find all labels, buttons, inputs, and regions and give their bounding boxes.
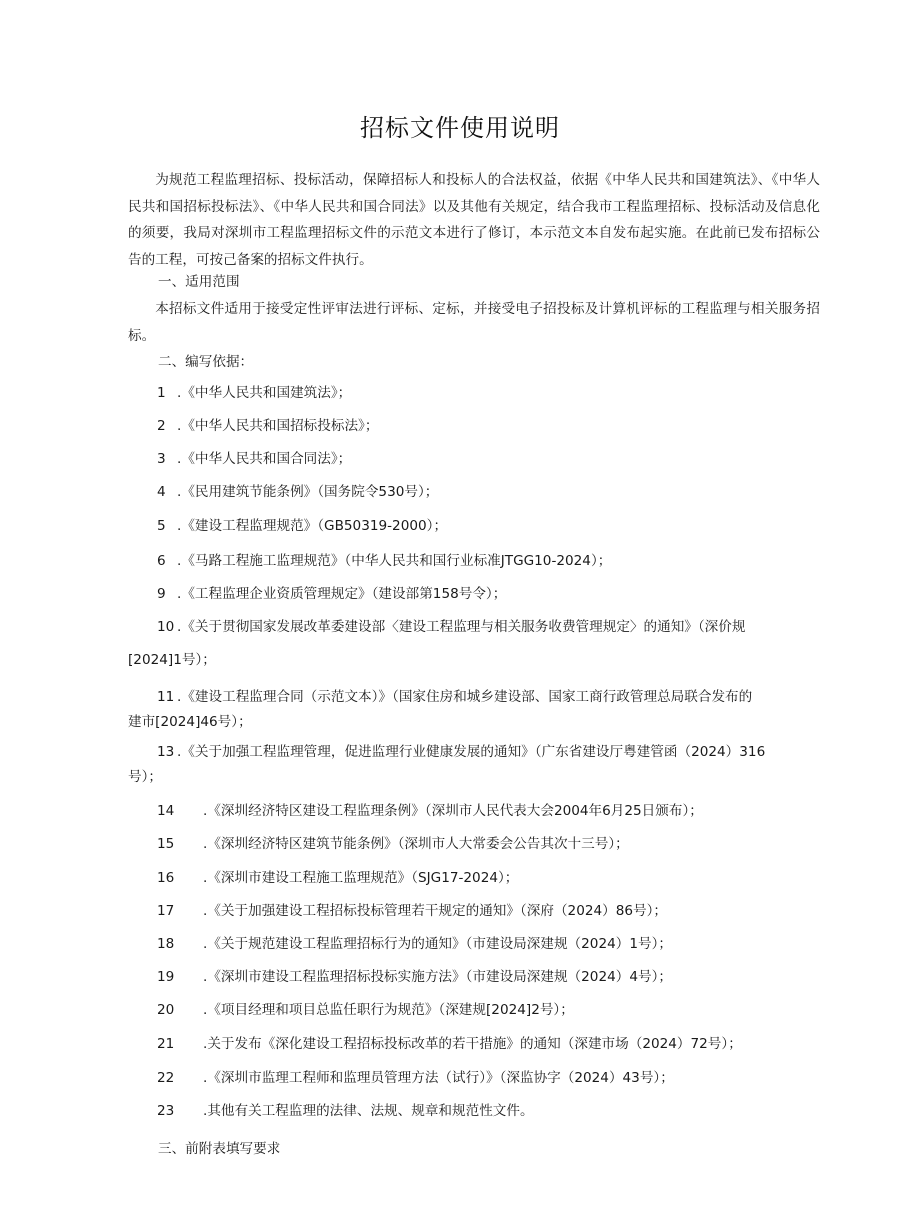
list-item	[157, 834, 629, 854]
list-item-text: .《关于加强工程监理管理，促进监理行业健康发展的通知》（广东省建设厅粤建管函（2024）316	[177, 744, 766, 760]
section-heading-form-requirements: 三、前附表填写要求	[158, 1141, 281, 1157]
list-item-number: 23	[157, 1103, 175, 1119]
list-item	[157, 1000, 574, 1020]
list-item-number: 9	[157, 586, 166, 602]
list-item	[128, 687, 816, 732]
list-item-text: .《马路工程施工监理规范》（中华人民共和国行业标准JTGG10-2024）；	[177, 553, 612, 569]
list-item-text: .《深圳市监理工程师和监理员管理方法（试行）》（深监协字（2024）43号）；	[203, 1070, 674, 1086]
list-item	[157, 801, 703, 821]
list-item	[157, 1034, 742, 1054]
list-item-text: .《中华人民共和国招标投标法》；	[177, 418, 379, 434]
list-item-number: 4	[157, 484, 166, 500]
list-item-number: 5	[157, 518, 166, 534]
list-item-text: .《深圳经济特区建筑节能条例》（深圳市人大常委会公告其次十三号）；	[203, 836, 629, 852]
list-item-text: .《中华人民共和国合同法》；	[177, 451, 352, 467]
list-item	[128, 617, 816, 670]
list-item-text: .《关于规范建设工程监理招标行为的通知》（市建设局深建规（2024）1号）；	[203, 936, 672, 952]
list-item-number: 17	[157, 903, 175, 919]
list-item-number: 18	[157, 936, 175, 952]
intro-paragraph: 为规范工程监理招标、投标活动，保障招标人和投标人的合法权益，依据《中华人民共和国建筑法》、《中华人民共和国招标投标法》、《中华人民共和国合同法》以及其他有关规定，结合我市工程监理招标、投标活动及信息化的须要，我局对深圳市工程监理招标文件的示范文本进行了修订，本示范文本自发布起实施。在此前已发布招标公告的工程，可按己备案的招标文件执行。	[128, 172, 820, 268]
list-item-text: .《深圳市建设工程监理招标投标实施方法》（市建设局深建规（2024）4号）；	[203, 969, 672, 985]
document-title: 招标文件使用说明	[360, 114, 560, 142]
list-item-text: .《中华人民共和国建筑法》；	[177, 385, 352, 401]
list-item-number: 15	[157, 836, 175, 852]
list-item-number: 22	[157, 1070, 175, 1086]
list-item	[157, 1068, 674, 1088]
section-heading-basis: 二、编写依据：	[158, 354, 254, 370]
list-item-text: .《关于贯彻国家发展改革委建设部〈建设工程监理与相关服务收费管理规定〉的通知》（深价规	[177, 619, 746, 635]
list-item-number: 16	[157, 870, 175, 886]
scope-paragraph: 本招标文件适用于接受定性评审法进行评标、定标，并接受电子招投标及计算机评标的工程监理与相关服务招标。	[128, 301, 820, 344]
list-item-number: 13	[157, 744, 175, 760]
list-item	[157, 449, 351, 469]
list-item-number: 14	[157, 803, 175, 819]
list-item	[157, 901, 667, 921]
list-item-text: .《工程监理企业资质管理规定》（建设部第158号令）；	[177, 586, 507, 602]
list-item-text: .《项目经理和项目总监任职行为规范》（深建规[2024]2号）；	[203, 1002, 574, 1018]
section-heading-scope: 一、适用范围	[158, 274, 240, 290]
list-item-text: .其他有关工程监理的法律、法规、规章和规范性文件。	[203, 1103, 534, 1119]
list-item-text: .《关于加强建设工程招标投标管理若干规定的通知》（深府（2024）86号）；	[203, 903, 668, 919]
list-item	[157, 868, 518, 888]
list-item-number: 3	[157, 451, 166, 467]
list-item-text: .《建设工程监理规范》（GB50319-2000）；	[177, 518, 448, 534]
list-item-number: 20	[157, 1002, 175, 1018]
list-item-number: 11	[157, 689, 175, 705]
list-item	[157, 416, 378, 436]
list-item-text: .《民用建筑节能条例》（国务院令530号）；	[177, 484, 439, 500]
list-item-continuation: 号）；	[128, 769, 162, 785]
list-item	[157, 584, 506, 604]
list-item	[157, 1101, 534, 1121]
list-item	[157, 516, 447, 536]
list-item-text: .《深圳市建设工程施工监理规范》（SJG17-2024）；	[203, 870, 519, 886]
list-item	[157, 934, 672, 954]
list-item-number: 19	[157, 969, 175, 985]
list-item	[157, 383, 351, 403]
list-item-number: 1	[157, 385, 166, 401]
list-item	[157, 967, 672, 987]
list-item-continuation: [2024]1号）；	[128, 652, 216, 668]
list-item-number: 6	[157, 553, 166, 569]
list-item-text: .关于发布《深化建设工程招标投标改革的若干措施》的通知（深建市场（2024）72号）；	[203, 1036, 742, 1052]
list-item-text: .《建设工程监理合同（示范文本）》（国家住房和城乡建设部、国家工商行政管理总局联合发布的	[177, 689, 753, 705]
list-item-number: 2	[157, 418, 166, 434]
list-item-number: 21	[157, 1036, 175, 1052]
list-item-number: 10	[157, 619, 175, 635]
list-item-text: .《深圳经济特区建设工程监理条例》（深圳市人民代表大会2004年6月25日颁布）；	[203, 803, 703, 819]
list-item	[157, 482, 438, 502]
list-item	[128, 742, 816, 787]
list-item	[157, 551, 611, 571]
list-item-continuation: 建市[2024]46号）；	[128, 714, 252, 730]
